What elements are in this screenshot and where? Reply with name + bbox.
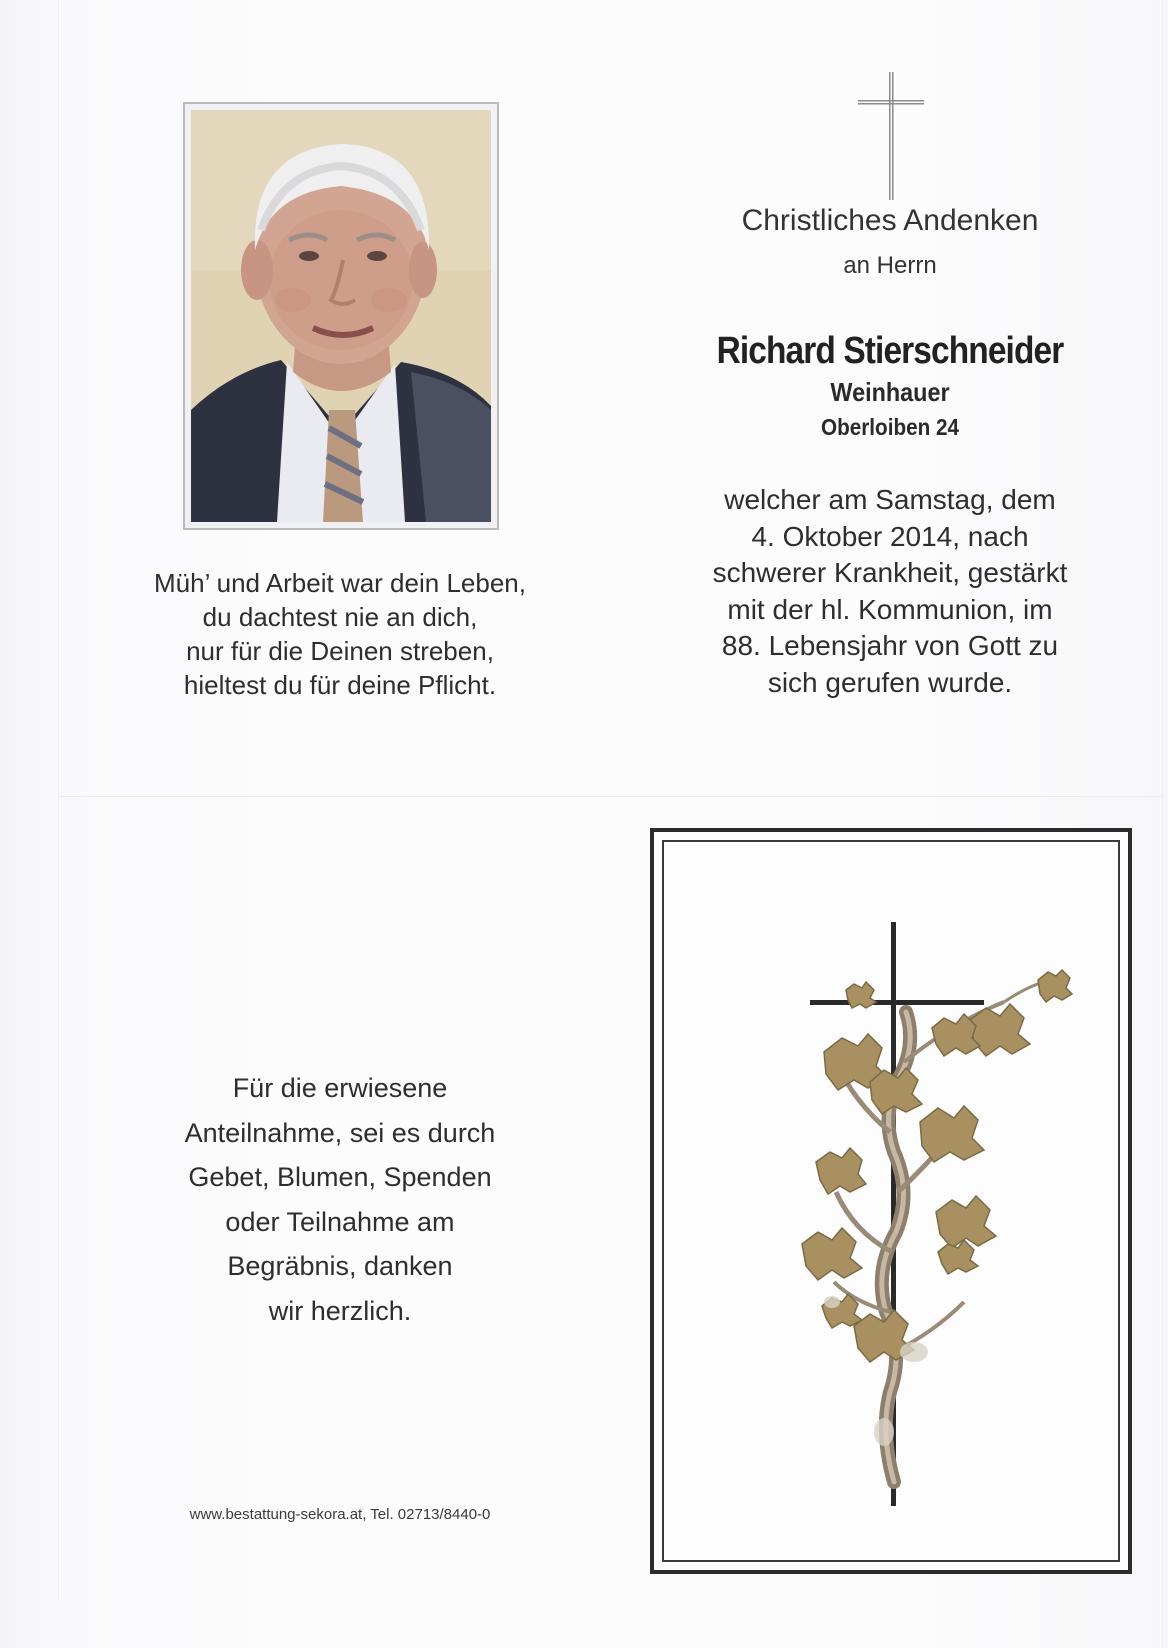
thanks-line: Begräbnis, danken	[227, 1251, 453, 1281]
memorial-subtitle: an Herrn	[843, 252, 937, 279]
death-notice	[660, 482, 1120, 701]
death-notice-line: 88. Lebensjahr von Gott zu	[721, 630, 1059, 661]
cross-icon	[858, 72, 924, 200]
deceased-profession: Weinhauer	[830, 377, 950, 407]
death-notice-line: sich gerufen wurde.	[767, 666, 1013, 698]
thanks-line: oder Teilnahme am	[225, 1206, 455, 1237]
portrait-photo-frame	[183, 102, 499, 530]
thanks-line: Gebet, Blumen, Spenden	[188, 1162, 492, 1192]
thanks-line: Anteilnahme, sei es durch	[184, 1117, 496, 1148]
death-notice-line: schwerer Krankheit, gestärkt	[712, 557, 1068, 588]
deceased-name: Richard Stierschneider	[716, 330, 1064, 372]
portrait-illustration	[191, 110, 491, 522]
thanks-line: wir herzlich.	[268, 1295, 412, 1326]
poem-line: du dachtest nie an dich,	[202, 602, 478, 632]
death-notice-line: welcher am Samstag, dem	[724, 484, 1056, 515]
funeral-home-contact: www.bestattung-sekora.at, Tel. 02713/8440-0	[189, 1506, 491, 1523]
death-notice-line: mit der hl. Kommunion, im	[727, 593, 1053, 625]
paper-edge-right	[1162, 0, 1163, 1648]
death-notice-line: 4. Oktober 2014, nach	[751, 520, 1029, 552]
memorial-header	[660, 200, 1120, 282]
grapevine-cross-icon	[654, 832, 1128, 1570]
deceased-address: Oberloiben 24	[820, 414, 960, 440]
poem-line: Müh’ und Arbeit war dein Leben,	[154, 568, 526, 598]
poem-line: hieltest du für deine Pflicht.	[183, 670, 497, 700]
memorial-title: Christliches Andenken	[741, 204, 1039, 237]
poem-line: nur für die Deinen streben,	[186, 636, 494, 666]
poem	[120, 566, 560, 702]
cross-picture-frame	[650, 828, 1132, 1574]
thanks-line: Für die erwiesene	[232, 1073, 448, 1103]
thanks-message	[130, 1066, 550, 1333]
fold-line	[60, 796, 1164, 797]
portrait-photo	[191, 110, 491, 522]
paper-edge-left	[58, 0, 59, 1600]
